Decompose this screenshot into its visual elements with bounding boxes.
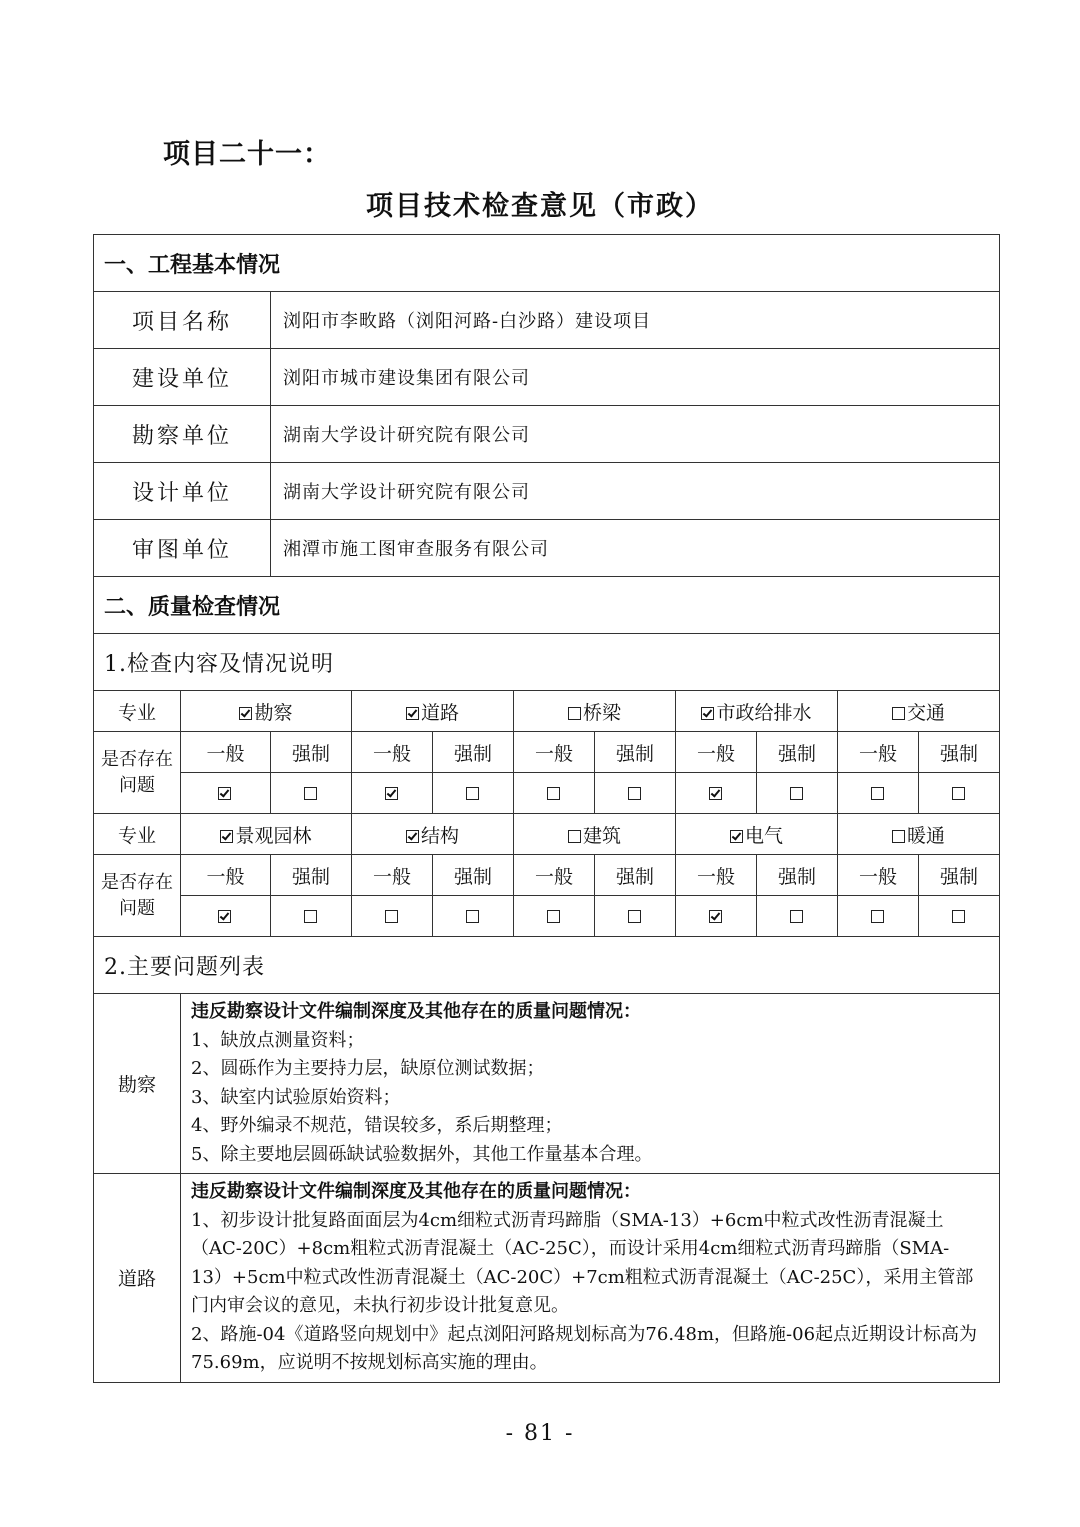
checkbox-icon[interactable] bbox=[709, 787, 722, 800]
major-item: 建筑 bbox=[514, 814, 676, 855]
issue-category-label: 勘察 bbox=[94, 994, 181, 1174]
issue-line: 2、圆砾作为主要持力层，缺原位测试数据； bbox=[191, 1058, 545, 1079]
major-label: 专业 bbox=[94, 691, 181, 732]
checkbox-icon[interactable] bbox=[892, 830, 905, 843]
document-title: 项目技术检查意见（市政） bbox=[366, 191, 714, 222]
mandatory-label: 强制 bbox=[919, 732, 1000, 773]
checkbox-icon[interactable] bbox=[304, 910, 317, 923]
info-value: 湖南大学设计研究院有限公司 bbox=[271, 463, 1000, 520]
info-label: 设计单位 bbox=[94, 463, 271, 520]
checkbox-icon[interactable] bbox=[871, 910, 884, 923]
general-label: 一般 bbox=[514, 732, 595, 773]
major-item: 道路 bbox=[352, 691, 514, 732]
mandatory-label: 强制 bbox=[433, 855, 514, 896]
major-item: 暖通 bbox=[838, 814, 1000, 855]
info-value: 湖南大学设计研究院有限公司 bbox=[271, 406, 1000, 463]
checkbox-icon[interactable] bbox=[952, 787, 965, 800]
checkbox-icon[interactable] bbox=[220, 830, 233, 843]
major-item: 市政给排水 bbox=[676, 691, 838, 732]
major-item: 结构 bbox=[352, 814, 514, 855]
checkbox-icon[interactable] bbox=[628, 787, 641, 800]
info-label: 建设单位 bbox=[94, 349, 271, 406]
issue-line: 1、缺放点测量资料； bbox=[191, 1029, 365, 1051]
mandatory-label: 强制 bbox=[595, 855, 676, 896]
general-label: 一般 bbox=[676, 732, 757, 773]
subsection-check-content: 1.检查内容及情况说明 bbox=[94, 634, 1000, 691]
info-value: 浏阳市城市建设集团有限公司 bbox=[271, 349, 1000, 406]
checkbox-icon[interactable] bbox=[871, 787, 884, 800]
general-label: 一般 bbox=[181, 732, 271, 773]
checkbox-icon[interactable] bbox=[218, 787, 231, 800]
checkbox-icon[interactable] bbox=[701, 707, 714, 720]
checkbox-icon[interactable] bbox=[730, 830, 743, 843]
page-number: - 81 - bbox=[505, 1421, 575, 1446]
checkbox-icon[interactable] bbox=[892, 707, 905, 720]
mandatory-label: 强制 bbox=[757, 855, 838, 896]
checkbox-icon[interactable] bbox=[547, 910, 560, 923]
info-value: 湘潭市施工图审查服务有限公司 bbox=[271, 520, 1000, 577]
checkbox-icon[interactable] bbox=[304, 787, 317, 800]
checkbox-icon[interactable] bbox=[790, 910, 803, 923]
section1-heading: 一、工程基本情况 bbox=[94, 235, 1000, 292]
project-number: 项目二十一： bbox=[163, 139, 331, 170]
issue-line: 2、路施-04《道路竖向规划中》起点浏阳河路规划标高为76.48m，但路施-06起点近期设计标高为75.69m，应说明不按规划标高实施的理由。 bbox=[191, 1323, 978, 1373]
checkbox-icon[interactable] bbox=[466, 910, 479, 923]
checkbox-icon[interactable] bbox=[385, 910, 398, 923]
general-label: 一般 bbox=[514, 855, 595, 896]
mandatory-label: 强制 bbox=[595, 732, 676, 773]
checkbox-icon[interactable] bbox=[406, 830, 419, 843]
mandatory-label: 强制 bbox=[919, 855, 1000, 896]
major-item: 勘察 bbox=[181, 691, 352, 732]
issue-description: 违反勘察设计文件编制深度及其他存在的质量问题情况： 1、初步设计批复路面面层为4cm细粒式沥青玛蹄脂（SMA-13）+6cm中粒式改性沥青混凝土（AC-20C）+8cm粗粒式沥青混凝土（AC-25C），而设计采用4cm细粒式沥青玛蹄脂（SMA-13）+5cm中粒式改性沥青混凝土（AC-20C）+7cm粗粒式沥青混凝土（AC-25C），采用主管部门内审会议的意见，未执行初步设计批复意见。 2、路施-04《道路竖向规划中》起点浏阳河路规划标高为76.48m，但路施-06起点近期设计标高为75.69m，应说明不按规划标高实施的理由。 bbox=[181, 1174, 1000, 1383]
general-label: 一般 bbox=[838, 855, 919, 896]
checkbox-icon[interactable] bbox=[466, 787, 479, 800]
inspection-table bbox=[93, 234, 1000, 1383]
issue-category-label: 道路 bbox=[94, 1174, 181, 1383]
major-item: 交通 bbox=[838, 691, 1000, 732]
info-label: 勘察单位 bbox=[94, 406, 271, 463]
checkbox-icon[interactable] bbox=[628, 910, 641, 923]
general-label: 一般 bbox=[838, 732, 919, 773]
checkbox-icon[interactable] bbox=[547, 787, 560, 800]
issue-line: 5、除主要地层圆砾缺试验数据外，其他工作量基本合理。 bbox=[191, 1143, 653, 1165]
mandatory-label: 强制 bbox=[271, 732, 352, 773]
major-item: 电气 bbox=[676, 814, 838, 855]
subsection-issue-list: 2.主要问题列表 bbox=[94, 937, 1000, 994]
checkbox-icon[interactable] bbox=[952, 910, 965, 923]
major-item: 景观园林 bbox=[181, 814, 352, 855]
info-label: 审图单位 bbox=[94, 520, 271, 577]
issue-line: 1、初步设计批复路面面层为4cm细粒式沥青玛蹄脂（SMA-13）+6cm中粒式改性沥青混凝土（AC-20C）+8cm粗粒式沥青混凝土（AC-25C），而设计采用4cm细粒式沥青玛蹄脂（SMA-13）+5cm中粒式改性沥青混凝土（AC-20C）+7cm粗粒式沥青混凝土（AC-25C），采用主管部门内审会议的意见，未执行初步设计批复意见。 bbox=[191, 1209, 974, 1316]
checkbox-icon[interactable] bbox=[218, 910, 231, 923]
checkbox-icon[interactable] bbox=[568, 707, 581, 720]
issue-exists-label: 是否存在问题 bbox=[94, 855, 181, 937]
issue-line: 3、缺室内试验原始资料； bbox=[191, 1086, 401, 1108]
issue-line: 4、野外编录不规范，错误较多，系后期整理； bbox=[191, 1115, 563, 1136]
issue-description: 违反勘察设计文件编制深度及其他存在的质量问题情况： 1、缺放点测量资料； 2、圆砾作为主要持力层，缺原位测试数据； 3、缺室内试验原始资料； 4、野外编录不规范，错误较多，系后期整理； 5、除主要地层圆砾缺试验数据外，其他工作量基本合理。 bbox=[181, 994, 1000, 1174]
major-label: 专业 bbox=[94, 814, 181, 855]
section2-heading: 二、质量检查情况 bbox=[94, 577, 1000, 634]
general-label: 一般 bbox=[676, 855, 757, 896]
issue-exists-label: 是否存在问题 bbox=[94, 732, 181, 814]
checkbox-icon[interactable] bbox=[790, 787, 803, 800]
info-value: 浏阳市李畋路（浏阳河路-白沙路）建设项目 bbox=[271, 292, 1000, 349]
checkbox-icon[interactable] bbox=[568, 830, 581, 843]
mandatory-label: 强制 bbox=[271, 855, 352, 896]
mandatory-label: 强制 bbox=[433, 732, 514, 773]
checkbox-icon[interactable] bbox=[406, 707, 419, 720]
major-item: 桥梁 bbox=[514, 691, 676, 732]
checkbox-icon[interactable] bbox=[709, 910, 722, 923]
general-label: 一般 bbox=[181, 855, 271, 896]
general-label: 一般 bbox=[352, 732, 433, 773]
checkbox-icon[interactable] bbox=[385, 787, 398, 800]
general-label: 一般 bbox=[352, 855, 433, 896]
checkbox-icon[interactable] bbox=[239, 707, 252, 720]
mandatory-label: 强制 bbox=[757, 732, 838, 773]
info-label: 项目名称 bbox=[94, 292, 271, 349]
